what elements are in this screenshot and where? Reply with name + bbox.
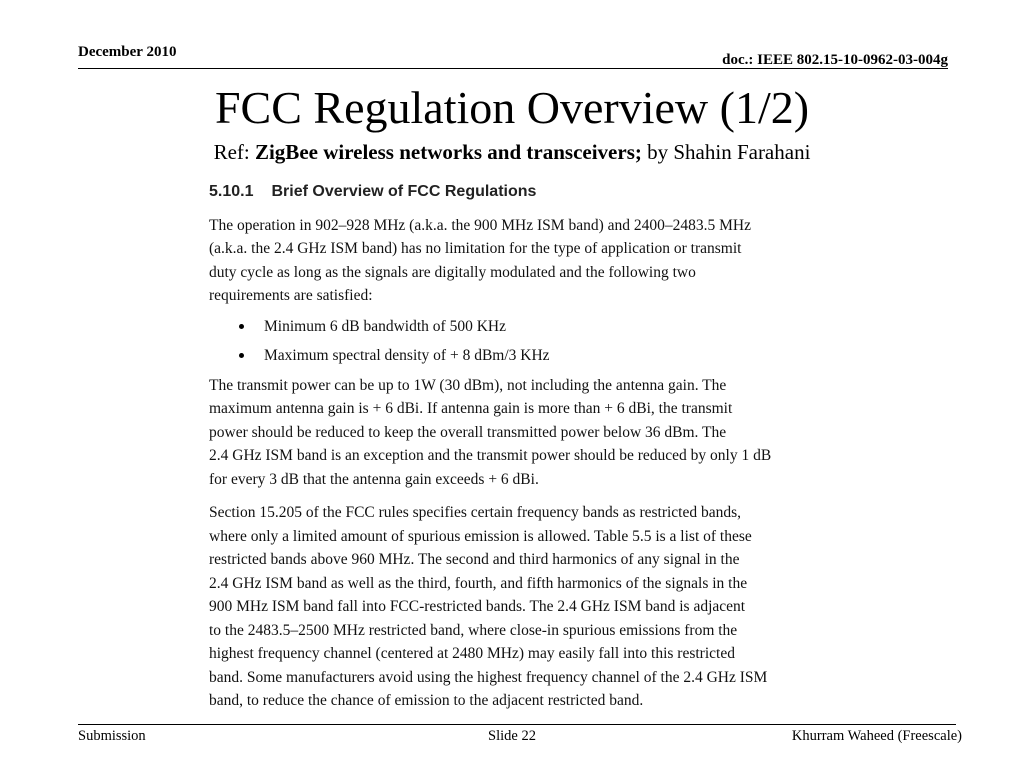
bullet-icon (239, 353, 244, 358)
paragraph-line: duty cycle as long as the signals are digitally modulated and the following two (209, 263, 696, 281)
reference-author: by Shahin Farahani (641, 140, 811, 164)
reference-line (0, 140, 1024, 165)
paragraph-line: band. Some manufacturers avoid using the highest frequency channel of the 2.4 GHz ISM (209, 668, 768, 686)
paragraph-line: for every 3 dB that the antenna gain exceeds + 6 dBi. (209, 470, 539, 488)
paragraph-line: 2.4 GHz ISM band as well as the third, fourth, and fifth harmonics of the signals in the (209, 574, 748, 592)
paragraph-transmit-power (209, 374, 869, 492)
paragraph-line: power should be reduced to keep the overall transmitted power below 36 dBm. The (209, 423, 727, 441)
paragraph-line: maximum antenna gain is + 6 dBi. If antenna gain is more than + 6 dBi, the transmit (209, 400, 733, 417)
list-item-text: Minimum 6 dB bandwidth of 500 KHz (264, 317, 506, 335)
section-title: Brief Overview of FCC Regulations (271, 183, 537, 200)
footer-author: Khurram Waheed (Freescale) (791, 728, 962, 744)
requirements-list (209, 312, 869, 370)
paragraph-line: (a.k.a. the 2.4 GHz ISM band) has no limitation for the type of application or transmit (209, 240, 742, 257)
paragraph-line: Section 15.205 of the FCC rules specifies certain frequency bands as restricted bands, (209, 504, 742, 521)
paragraph-operation (209, 214, 869, 308)
list-item-text: Maximum spectral density of + 8 dBm/3 KHz (264, 346, 550, 364)
paragraph-line: 2.4 GHz ISM band is an exception and the transmit power should be reduced by only 1 dB (209, 447, 772, 464)
paragraph-line: highest frequency channel (centered at 2480 MHz) may easily fall into this restricted (209, 645, 735, 662)
section-heading (209, 180, 869, 204)
paragraph-restricted-bands (209, 501, 869, 713)
paragraph-line: 900 MHz ISM band fall into FCC-restricted bands. The 2.4 GHz ISM band is adjacent (209, 598, 746, 615)
header-date: December 2010 (78, 44, 177, 60)
slide-title: FCC Regulation Overview (1/2) (214, 82, 810, 133)
footer-submission: Submission (78, 728, 146, 744)
reference-book: ZigBee wireless networks and transceivers; (254, 140, 642, 164)
footer-rule (78, 724, 956, 725)
bullet-icon (239, 324, 244, 329)
section-number: 5.10.1 (209, 183, 254, 200)
reference-prefix: Ref: (213, 140, 255, 164)
footer-slide-number: Slide 22 (488, 728, 536, 744)
list-item (209, 312, 869, 341)
paragraph-line: requirements are satisfied: (209, 287, 373, 304)
book-excerpt (209, 180, 869, 713)
list-item (209, 341, 869, 370)
paragraph-line: band, to reduce the chance of emission to the adjacent restricted band. (209, 692, 644, 709)
paragraph-line: to the 2483.5–2500 MHz restricted band, where close-in spurious emissions from the (209, 621, 738, 639)
header-rule (78, 68, 948, 69)
paragraph-line: The operation in 902–928 MHz (a.k.a. the 900 MHz ISM band) and 2400–2483.5 MHz (209, 216, 751, 234)
paragraph-line: where only a limited amount of spurious emission is allowed. Table 5.5 is a list of these (209, 527, 752, 545)
header-doc-id: doc.: IEEE 802.15-10-0962-03-004g (722, 52, 948, 68)
paragraph-line: The transmit power can be up to 1W (30 dBm), not including the antenna gain. The (209, 376, 727, 394)
paragraph-line: restricted bands above 960 MHz. The second and third harmonics of any signal in the (209, 551, 740, 568)
